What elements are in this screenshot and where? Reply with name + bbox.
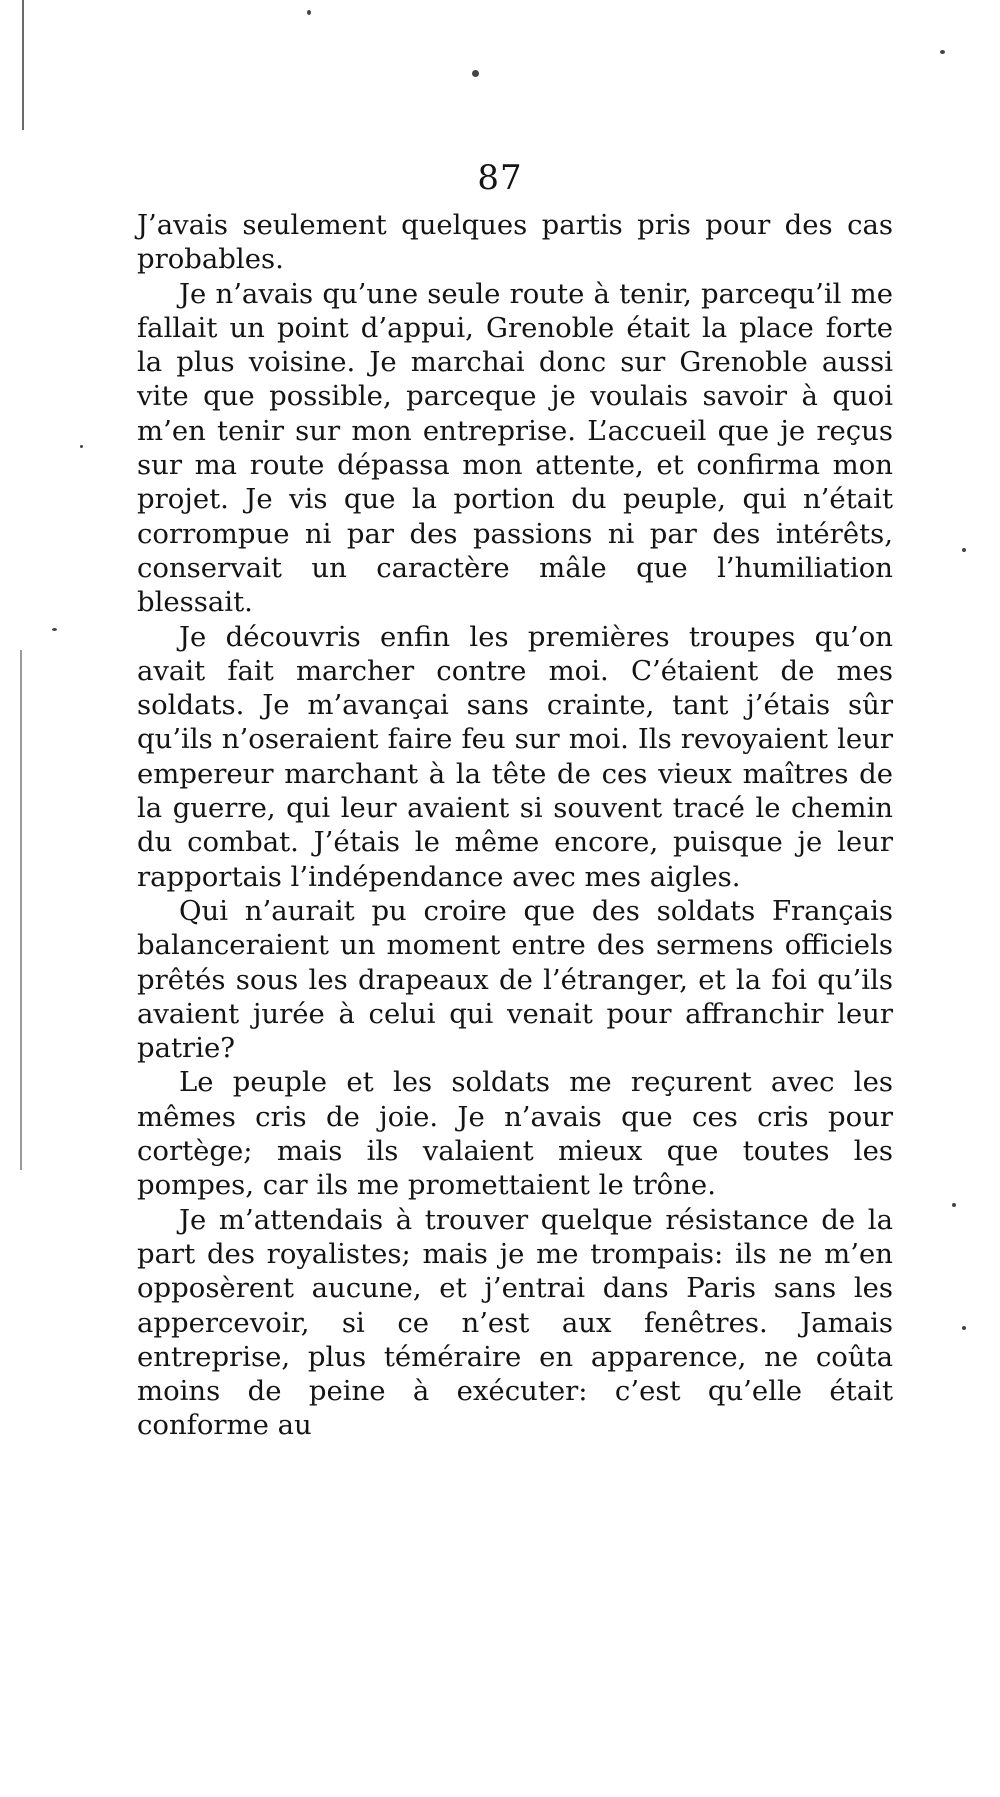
page-number: 87: [477, 158, 523, 198]
print-speck: [962, 548, 966, 552]
print-speck: [80, 445, 83, 448]
gutter-shadow: [22, 0, 24, 130]
print-speck: [940, 50, 945, 54]
paragraph: Qui n’aurait pu croire que des soldats Français balanceraient un moment entre des sermens officiels prêtés sous les drapeaux de l’étranger, et la foi qu’ils avaient jurée à celui qui venait pour affranchir leur patrie?: [137, 894, 893, 1065]
print-speck: [952, 1203, 956, 1207]
body-text: [137, 208, 893, 1443]
print-speck: [307, 10, 311, 15]
print-speck: [52, 628, 57, 631]
print-speck: [962, 1326, 966, 1330]
paragraph: J’avais seulement quelques partis pris pour des cas probables.: [137, 209, 893, 276]
gutter-shadow: [20, 650, 22, 1170]
paragraph: Je n’avais qu’une seule route à tenir, parcequ’il me fallait un point d’appui, Grenoble était la place forte la plus voisine. Je marchai donc sur Grenoble aussi vite que possible, parceque je voulais savoir à quoi m’en tenir sur mon entreprise. L’accueil que je reçus sur ma route dépassa mon attente, et confirma mon projet. Je vis que la portion du peuple, qui n’était corrompue ni par des passions ni par des intérêts, conservait un caractère mâle que l’humiliation blessait.: [137, 277, 893, 619]
paragraph: Je découvris enfin les premières troupes qu’on avait fait marcher contre moi. C’étaient de mes soldats. Je m’avançai sans crainte, tant j’étais sûr qu’ils n’oseraient faire feu sur moi. Ils revoyaient leur empereur marchant à la tête de ces vieux maîtres de la guerre, qui leur avaient si souvent tracé le chemin du combat. J’étais le même encore, puisque je leur rapportais l’indépendance avec mes aigles.: [137, 620, 893, 893]
paragraph: Je m’attendais à trouver quelque résistance de la part des royalistes; mais je me trompais: ils ne m’en opposèrent aucune, et j’entrai dans Paris sans les appercevoir, si ce n’est aux fenêtres. Jamais entreprise, plus téméraire en apparence, ne coûta moins de peine à exécuter: c’est qu’elle était conforme au: [137, 1203, 893, 1442]
print-speck: [472, 70, 479, 77]
paragraph: Le peuple et les soldats me reçurent avec les mêmes cris de joie. Je n’avais que ces cris pour cortège; mais ils valaient mieux que toutes les pompes, car ils me promettaient le trône.: [137, 1066, 893, 1202]
